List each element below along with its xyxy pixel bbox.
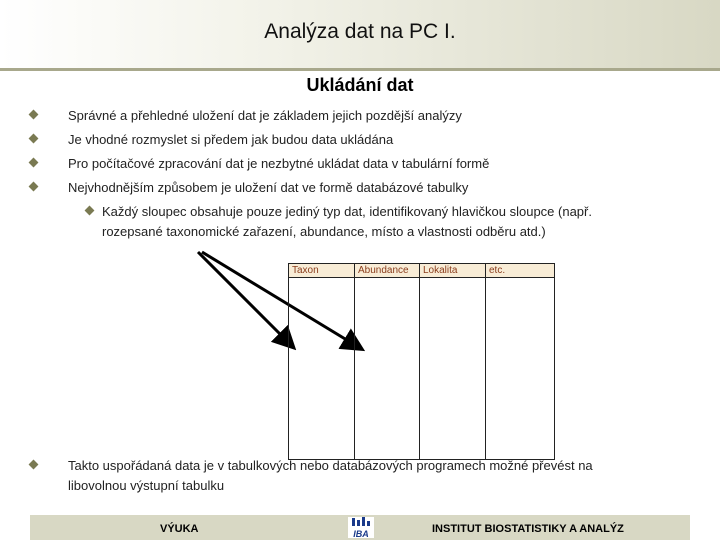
footer-right-label: INSTITUT BIOSTATISTIKY A ANALÝZ (432, 523, 624, 535)
footer-bar (30, 515, 690, 540)
bullet-text: Správné a přehledné uložení dat je základem jejich pozdější analýzy (68, 108, 462, 123)
table-header-row (289, 264, 554, 278)
table-header-cell: Abundance (358, 265, 409, 276)
logo-text: IBA (353, 529, 369, 539)
sub-bullet-text-line2: rozepsané taxonomické zařazení, abundance, místo a vlastnosti odběru atd.) (102, 224, 546, 239)
slide-title: Ukládání dat (306, 75, 414, 95)
bullet-text-line2: libovolnou výstupní tabulku (68, 478, 225, 493)
sub-bullet-text-line1: Každý sloupec obsahuje pouze jediný typ dat, identifikovaný hlavičkou sloupce (např. (102, 204, 592, 219)
table-column-divider (485, 264, 486, 459)
table-column-divider (419, 264, 420, 459)
table-header-cell: Lokalita (423, 265, 458, 276)
presentation-title: Analýza dat na PC I. (264, 20, 456, 43)
table-header-cell: Taxon (292, 265, 319, 276)
table-column-divider (354, 264, 355, 459)
database-table-illustration (288, 263, 555, 460)
bullet-text: Nejvhodnějším způsobem je uložení dat ve formě databázové tabulky (68, 180, 469, 195)
iba-logo-icon (346, 515, 376, 540)
footer-left-label: VÝUKA (160, 523, 199, 535)
bullet-text-line1: Takto uspořádaná data je v tabulkových nebo databázových programech možné převést na (68, 458, 593, 473)
bullet-text: Je vhodné rozmyslet si předem jak budou data ukládána (68, 132, 394, 147)
table-header-cell: etc. (489, 265, 506, 276)
bullet-text: Pro počítačové zpracování dat je nezbytné ukládat data v tabulární formě (68, 156, 490, 171)
